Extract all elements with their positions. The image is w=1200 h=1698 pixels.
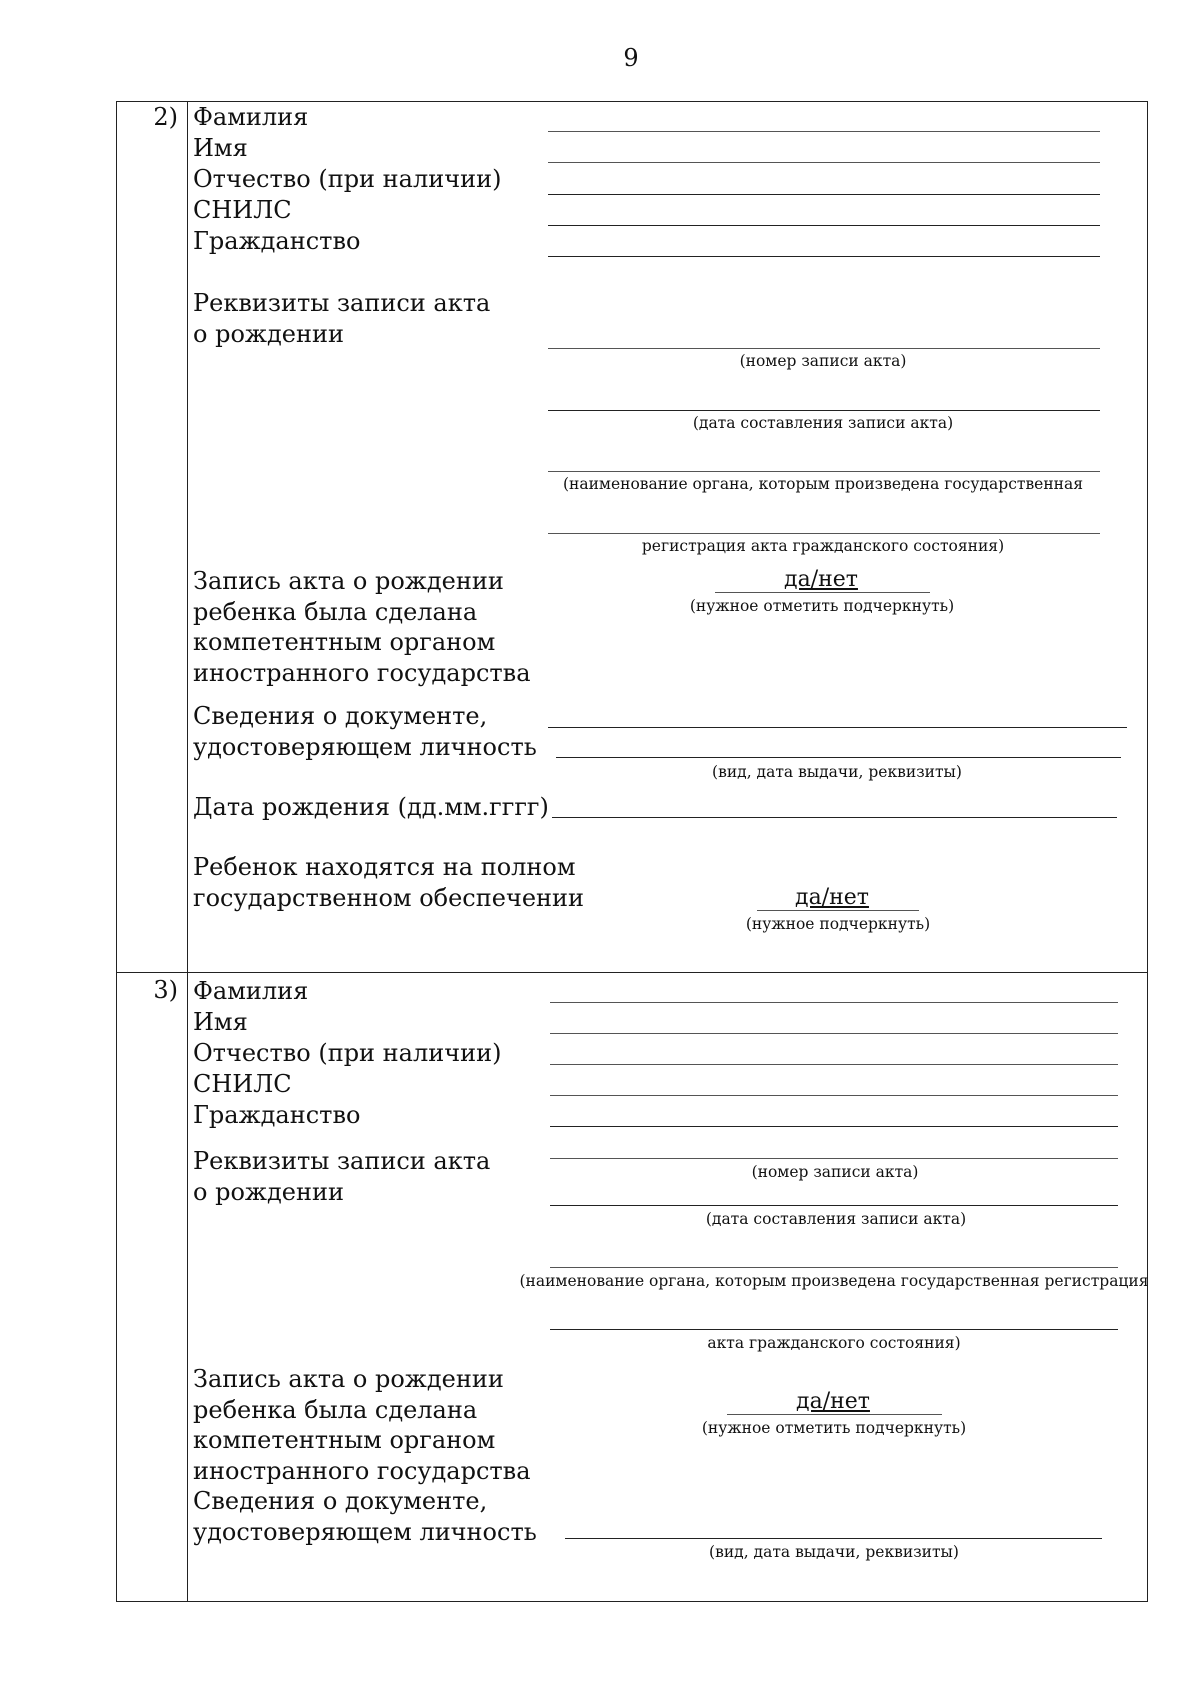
record-number-field[interactable] <box>548 348 1100 349</box>
citizenship-label: Гражданство <box>193 1101 361 1129</box>
patronymic-field[interactable] <box>550 1064 1118 1065</box>
yes-no-underline-2 <box>757 910 919 911</box>
birth-record-label-2: о рождении <box>193 320 344 348</box>
organ-field-1[interactable] <box>550 1267 1118 1268</box>
surname-field[interactable] <box>550 1002 1118 1003</box>
doc-details-caption: (вид, дата выдачи, реквизиты) <box>709 1543 959 1561</box>
snils-label: СНИЛС <box>193 1070 292 1098</box>
yes-no-choice[interactable]: да/нет <box>796 1389 870 1414</box>
patronymic-label: Отчество (при наличии) <box>193 165 502 193</box>
record-date-field[interactable] <box>548 410 1100 411</box>
section-number: 2) <box>153 103 178 131</box>
record-number-field[interactable] <box>550 1158 1118 1159</box>
birth-date-label: Дата рождения (дд.мм.гггг) <box>193 793 549 821</box>
birth-record-label-1: Реквизиты записи акта <box>193 289 491 317</box>
foreign-record-label-2: ребенка была сделана <box>193 598 478 626</box>
page-number: 9 <box>623 44 639 72</box>
birth-record-label-2: о рождении <box>193 1178 344 1206</box>
underline-needed-caption: (нужное подчеркнуть) <box>745 915 931 933</box>
name-label: Имя <box>193 134 248 162</box>
foreign-record-label-3: компетентным органом <box>193 1426 496 1454</box>
yes-no-choice-2[interactable]: да/нет <box>795 885 869 910</box>
surname-label: Фамилия <box>193 977 309 1005</box>
foreign-record-label-3: компетентным органом <box>193 628 496 656</box>
record-number-caption: (номер записи акта) <box>739 352 907 370</box>
organ-caption-2: акта гражданского состояния) <box>707 1334 961 1352</box>
foreign-record-label-4: иностранного государства <box>193 1457 531 1485</box>
organ-caption-2: регистрация акта гражданского состояния) <box>641 537 1005 555</box>
birth-record-label-1: Реквизиты записи акта <box>193 1147 491 1175</box>
surname-label: Фамилия <box>193 103 309 131</box>
citizenship-field[interactable] <box>550 1126 1118 1127</box>
section-number: 3) <box>153 976 178 1004</box>
yes-no-underline <box>727 1414 942 1415</box>
citizenship-label: Гражданство <box>193 227 361 255</box>
state-support-label-1: Ребенок находятся на полном <box>193 853 576 881</box>
foreign-record-label-1: Запись акта о рождении <box>193 567 504 595</box>
citizenship-field[interactable] <box>548 256 1100 257</box>
yes-no-choice[interactable]: да/нет <box>784 567 858 592</box>
surname-field[interactable] <box>548 131 1100 132</box>
row-divider <box>116 972 1148 973</box>
record-number-caption: (номер записи акта) <box>751 1163 919 1181</box>
id-doc-label-2: удостоверяющем личность <box>193 1518 537 1546</box>
id-doc-label-1: Сведения о документе, <box>193 702 488 730</box>
name-label: Имя <box>193 1008 248 1036</box>
foreign-record-label-2: ребенка была сделана <box>193 1396 478 1424</box>
id-doc-field-1[interactable] <box>548 727 1127 728</box>
organ-field-1[interactable] <box>548 471 1100 472</box>
snils-label: СНИЛС <box>193 196 292 224</box>
organ-caption-1: (наименование органа, которым произведена государственная <box>562 475 1084 493</box>
id-doc-field[interactable] <box>565 1538 1102 1539</box>
organ-field-2[interactable] <box>548 533 1100 534</box>
mark-underline-caption: (нужное отметить подчеркнуть) <box>701 1419 967 1437</box>
id-doc-field-2[interactable] <box>556 757 1121 758</box>
patronymic-field[interactable] <box>548 194 1100 195</box>
mark-underline-caption: (нужное отметить подчеркнуть) <box>689 597 955 615</box>
yes-no-underline <box>715 592 930 593</box>
name-field[interactable] <box>550 1033 1118 1034</box>
patronymic-label: Отчество (при наличии) <box>193 1039 502 1067</box>
snils-field[interactable] <box>548 225 1100 226</box>
state-support-label-2: государственном обеспечении <box>193 884 585 912</box>
foreign-record-label-1: Запись акта о рождении <box>193 1365 504 1393</box>
organ-caption-1: (наименование органа, которым произведена государственная регистрация <box>519 1272 1149 1290</box>
id-doc-label-2: удостоверяющем личность <box>193 733 537 761</box>
snils-field[interactable] <box>550 1095 1118 1096</box>
record-date-caption: (дата составления записи акта) <box>692 414 954 432</box>
birth-date-field[interactable] <box>552 817 1117 818</box>
record-date-caption: (дата составления записи акта) <box>705 1210 967 1228</box>
name-field[interactable] <box>548 162 1100 163</box>
column-divider <box>187 101 188 1602</box>
organ-field-2[interactable] <box>550 1329 1118 1330</box>
foreign-record-label-4: иностранного государства <box>193 659 531 687</box>
doc-details-caption: (вид, дата выдачи, реквизиты) <box>712 763 962 781</box>
id-doc-label-1: Сведения о документе, <box>193 1487 488 1515</box>
record-date-field[interactable] <box>550 1205 1118 1206</box>
